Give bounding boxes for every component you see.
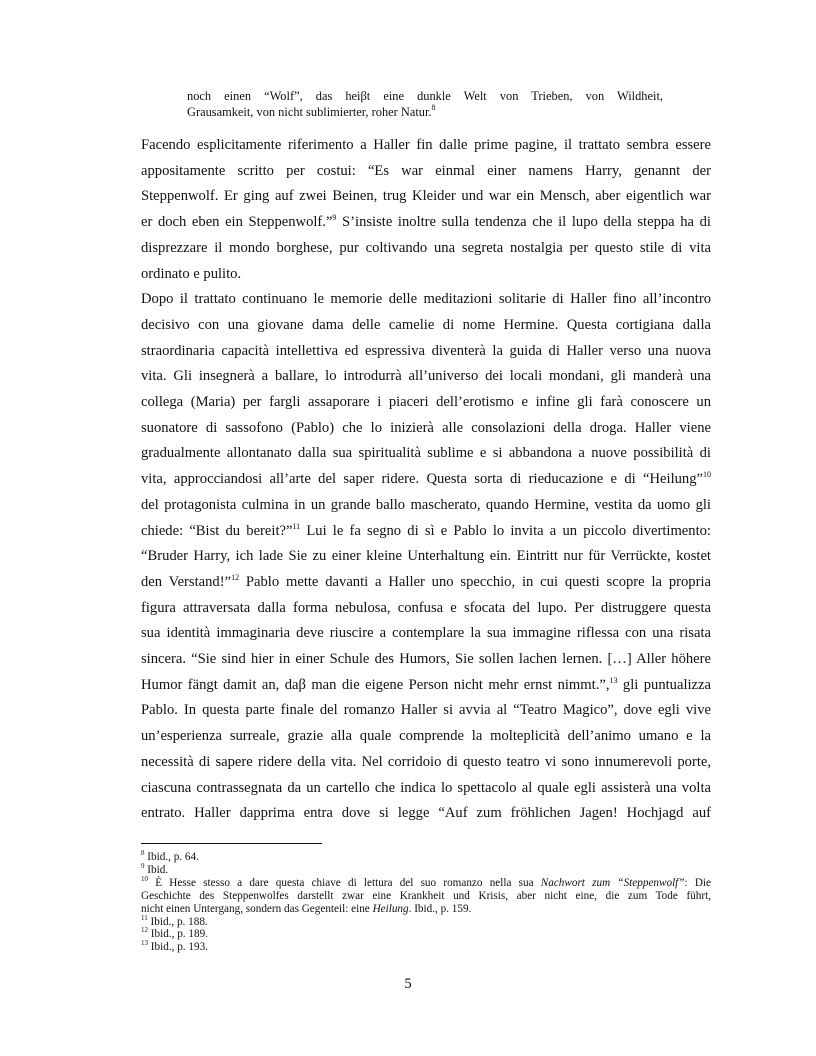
text-line: collega (Maria) per fargli assaporare i piaceri dell’erotismo e infine gli farà conoscere un	[141, 394, 711, 411]
text-line	[141, 467, 711, 493]
footnote-number: 8	[141, 849, 145, 857]
footnote-text: Ibid., p. 64.	[144, 851, 199, 863]
text-line: Steppenwolf. Er ging auf zwei Beinen, trug Kleider und war ein Mensch, aber eigentlich war	[141, 188, 711, 205]
footnote-10	[141, 874, 711, 890]
footnote-ref[interactable]: 10	[703, 470, 711, 480]
text-segment: Humor fängt damit an, daβ man die eigene Person nicht mehr ernst nimmt.”,	[141, 676, 610, 693]
quote-line	[187, 88, 663, 104]
text-line: entrato. Haller dapprima entra dove si legge “Auf zum fröhlichen Jagen! Hochjagd auf	[141, 805, 711, 822]
footnote-10-line3	[141, 903, 711, 916]
text-segment: Lui le fa segno di sì e Pablo lo invita a un piccolo divertimento:	[300, 522, 711, 539]
text-line: Dopo il trattato continuano le memorie delle meditazioni solitarie di Haller fino all’incontro	[141, 291, 711, 308]
footnote-text: : Die	[684, 876, 711, 889]
text-line: gradualmente allontanato dalla sua spiritualità sublime e si abbandona a nuove possibilità di	[141, 445, 711, 462]
text-line: necessità di sapere ridere della vita. Nel corridoio di questo teatro vi sono innumerevoli porte,	[141, 753, 711, 770]
text-line: figura attraversata dalla forma nebulosa, confusa e sfocata del lupo. Per distruggere questa	[141, 599, 711, 616]
footnote-text: nicht einen Untergang, sondern das Gegenteil: eine	[141, 902, 373, 915]
text-segment: S’insiste inoltre sulla tendenza che il lupo della steppa ha di	[336, 214, 711, 231]
page-number: 5	[404, 976, 412, 992]
footnote-ref[interactable]: 9	[332, 213, 337, 223]
footnote-italic-word: Heilung	[372, 902, 409, 915]
footnote-number: 11	[141, 913, 148, 922]
footnote-text: Ibid.	[144, 863, 169, 876]
text-line	[141, 673, 711, 699]
footnote-9	[141, 861, 711, 877]
text-segment: er doch eben ein Steppenwolf.”	[141, 214, 333, 231]
text-segment: gli puntualizza	[617, 676, 711, 693]
text-line: ciascuna contrassegnata da un cartello che indica lo spettacolo al quale egli assisterà una volta	[141, 779, 711, 796]
footnote-number: 10	[141, 874, 148, 883]
footnote-10-line2: Geschichte des Steppenwolfes darstellt zwar eine Krankheit und Krisis, aber nicht eine, die zum Tode führt,	[141, 889, 711, 902]
footnote-separator	[141, 843, 322, 844]
text-segment: chiede: “Bist du bereit?”	[141, 522, 293, 539]
quote-text: Grausamkeit, von nicht sublimierter, roher Natur.	[187, 105, 432, 119]
quote-text: noch einen “Wolf”, das heiβt eine dunkle Welt von Trieben, von Wildheit,	[187, 89, 663, 103]
text-line: Pablo. In questa parte finale del romanzo Haller si avvia al “Teatro Magico”, dove egli vive	[141, 702, 711, 719]
footnote-text: . Ibid., p. 159.	[408, 902, 472, 915]
paragraph	[141, 133, 711, 287]
text-line: appositamente scritto per costui: “Es war einmal einer namens Harry, genannt der	[141, 162, 711, 179]
text-segment: den Verstand!”	[141, 573, 232, 590]
block-quote	[187, 88, 663, 120]
footnote-13	[141, 941, 711, 954]
footnote-ref[interactable]: 8	[431, 103, 436, 112]
footnote-text: Ibid., p. 193.	[148, 941, 208, 954]
text-line: Facendo esplicitamente riferimento a Haller fin dalle prime pagine, il trattato sembra essere	[141, 137, 711, 153]
text-line: un’esperienza surreale, grazie alla quale comprende la molteplicità dell’animo umano e la	[141, 728, 711, 745]
text-line: ordinato e pulito.	[141, 265, 242, 282]
text-line: suonatore di sassofono (Pablo) che lo inizierà alle consolazioni della droga. Haller viene	[141, 419, 711, 436]
text-line	[141, 519, 711, 545]
text-line: del protagonista culmina in un grande ballo mascherato, quando Hermine, vestita da uomo gli	[141, 496, 711, 513]
text-line	[141, 210, 711, 236]
text-line	[141, 570, 711, 596]
footnote-11	[141, 913, 711, 929]
footnote-number: 12	[141, 926, 148, 935]
text-line: sua identità immaginaria deve riuscire a contemplare la sua immagine riflessa con una risata	[141, 625, 711, 642]
footnotes	[141, 851, 711, 954]
footnote-number: 13	[141, 939, 148, 948]
text-line: sincera. “Sie sind hier in einer Schule des Humors, Sie sollen lachen lernen. […] Aller höhere	[141, 651, 711, 668]
text-line: vita. Gli insegnerà a ballare, lo introdurrà all’universo dei locali mondani, gli manderà una	[141, 368, 711, 385]
paragraph	[141, 287, 711, 827]
footnote-text: È Hesse stesso a dare questa chiave di lettura del suo romanzo nella sua	[148, 876, 541, 889]
text-line: disprezzare il mondo borghese, pur coltivando una segreta nostalgia per questo stile di vita	[141, 239, 711, 256]
footnote-ref[interactable]: 13	[609, 675, 618, 685]
quote-line	[187, 104, 663, 120]
text-segment: vita, approcciandosi all’arte del saper ridere. Questa sorta di rieducazione e di “Heilung”	[141, 471, 703, 488]
text-line: decisivo con una giovane dama delle camelie di nome Hermine. Questa cortigiana dalla	[141, 316, 711, 333]
footnote-text: Ibid., p. 188.	[147, 915, 208, 928]
footnote-12	[141, 928, 711, 941]
footnote-number: 9	[141, 861, 145, 870]
body-text	[141, 133, 711, 827]
text-line: straordinaria capacità intellettiva ed espressiva diventerà la guida di Haller verso una nuova	[141, 342, 711, 359]
footnote-8	[141, 851, 711, 864]
footnote-ref[interactable]: 11	[292, 521, 301, 531]
text-segment: Pablo mette davanti a Haller uno specchio, in cui questi scopre la propria	[239, 573, 711, 590]
footnote-ref[interactable]: 12	[231, 572, 240, 582]
footnote-italic-title: Nachwort zum “Steppenwolf”	[540, 876, 685, 889]
text-line: “Bruder Harry, ich lade Sie zu einer kleine Unterhaltung ein. Eintritt nur für Verrückte, kostet	[141, 548, 711, 565]
footnote-text: Ibid., p. 189.	[148, 928, 208, 941]
